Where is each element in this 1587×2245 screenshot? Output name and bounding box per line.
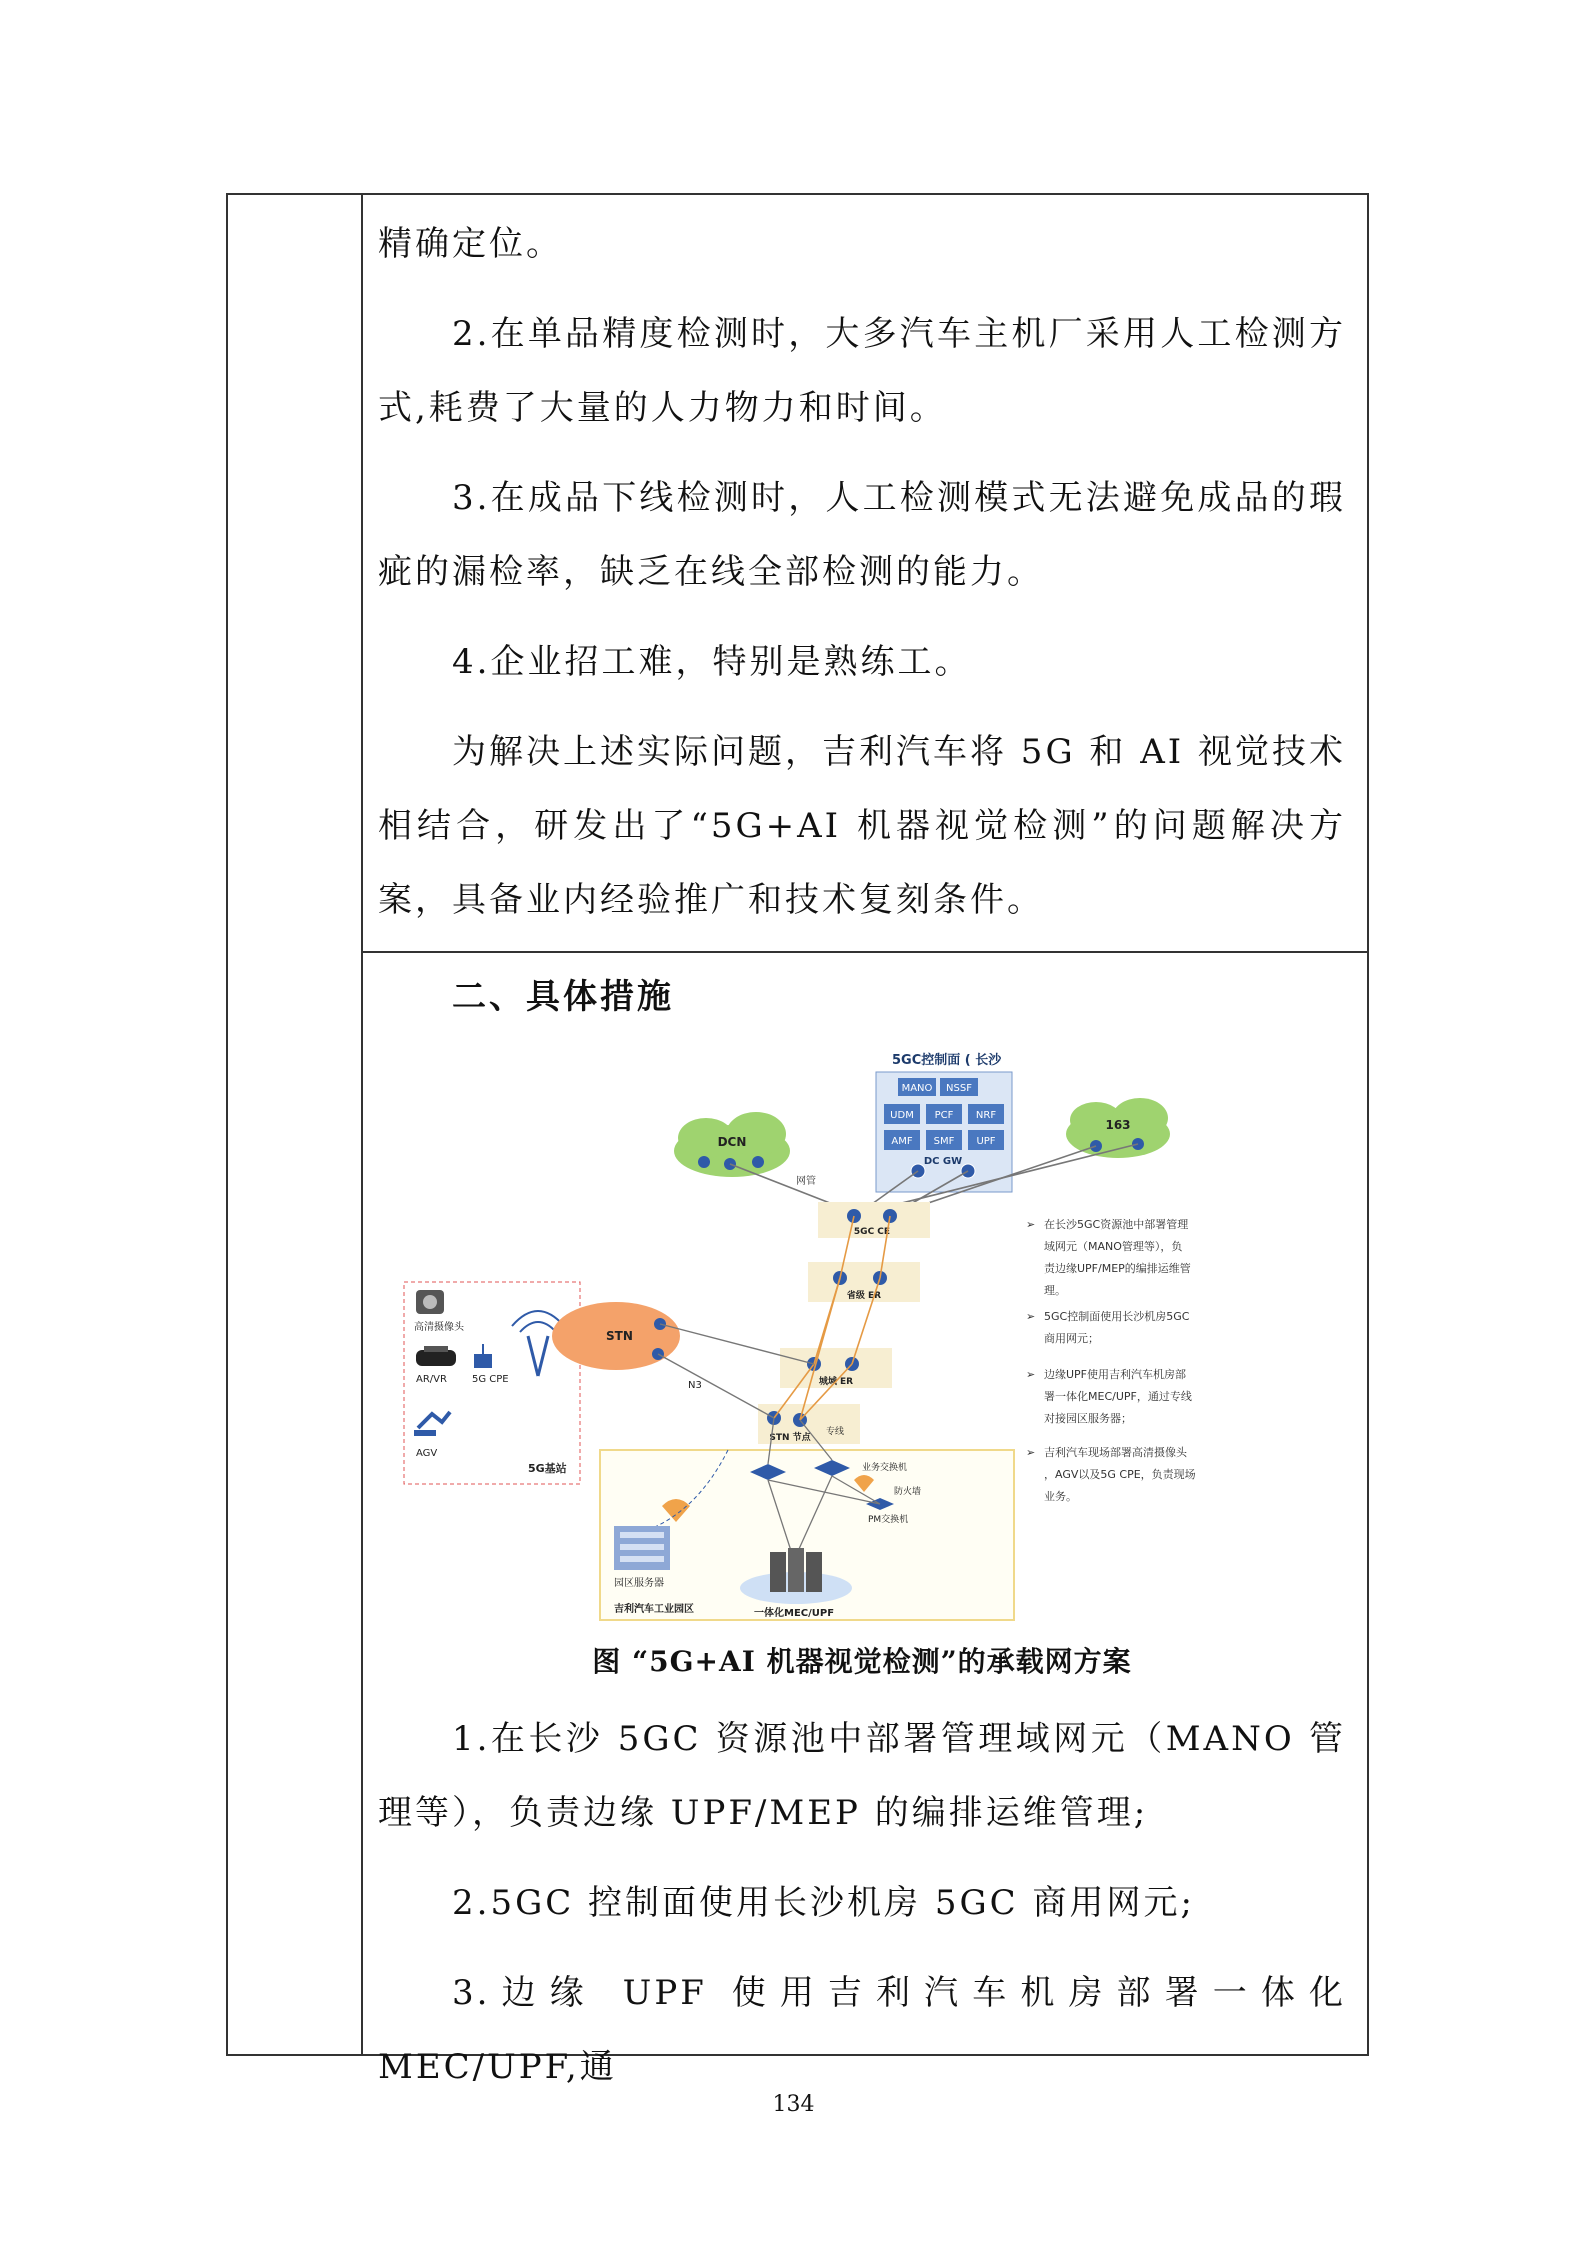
nf-label: MANO (901, 1083, 933, 1094)
paragraph: 3.在成品下线检测时，人工检测模式无法避免成品的瑕疵的漏检率，缺乏在线全部检测的能力。 (378, 478, 1346, 592)
dc-gw-label: DC GW (923, 1156, 963, 1167)
tier-label: 5GC CE (853, 1227, 891, 1237)
nf-label: UPF (976, 1136, 996, 1147)
lower-cell (378, 960, 1346, 2104)
dcn-cloud (674, 1112, 790, 1177)
router-province-er (808, 1262, 920, 1302)
nf-label: SMF (933, 1136, 955, 1147)
note-line: 边缘UPF使用吉利汽车机房部 (1044, 1368, 1187, 1381)
net-mgmt-label: 网管 (796, 1176, 816, 1187)
paragraph: 2.5GC 控制面使用长沙机房 5GC 商用网元; (452, 1883, 1195, 1923)
paragraph: 2.在单品精度检测时，大多汽车主机厂采用人工检测方式,耗费了大量的人力物力和时间。 (378, 314, 1346, 428)
nf-label: AMF (891, 1136, 913, 1147)
camera-label: 高清摄像头 (414, 1322, 464, 1333)
camera-icon (416, 1290, 444, 1314)
cpe-label: 5G CPE (472, 1374, 509, 1385)
row-divider (363, 951, 1367, 953)
tier-label: 城域 ER (818, 1377, 854, 1387)
note-line: 5GC控制面使用长沙机房5GC (1044, 1310, 1190, 1323)
stn-label: STN (606, 1329, 633, 1343)
dcn-label: DCN (717, 1135, 747, 1149)
pm-switch-label: PM交换机 (868, 1515, 909, 1525)
upper-cell (378, 207, 1346, 937)
content-table (226, 193, 1369, 2087)
note-line: ，AGV以及5G CPE，负责现场 (1044, 1468, 1196, 1481)
vr-headset-icon (416, 1346, 456, 1366)
nf-label: UDM (890, 1110, 914, 1121)
diagram-notes (1026, 1217, 1196, 1503)
dedicated-line-label: 专线 (826, 1427, 845, 1437)
note-bullet: ➢ (1026, 1310, 1036, 1323)
control-plane-title: 5GC控制面 ( 长沙 (892, 1053, 1002, 1068)
stn-ring (552, 1302, 680, 1370)
note-bullet: ➢ (1026, 1218, 1036, 1231)
section-title: 二、具体措施 (452, 977, 674, 1017)
paragraph: 4.企业招工难，特别是熟练工。 (452, 642, 972, 682)
n3-label: N3 (688, 1380, 702, 1391)
transport-links (774, 1216, 890, 1420)
server-icon (614, 1526, 670, 1570)
note-bullet: ➢ (1026, 1368, 1036, 1381)
note-bullet: ➢ (1026, 1446, 1036, 1459)
arvr-label: AR/VR (416, 1374, 447, 1385)
router-5gc-ce (818, 1202, 930, 1238)
note-line: 业务。 (1044, 1490, 1077, 1503)
figure-caption: 图 “5G+AI 机器视觉检测”的承载网方案 (592, 1645, 1132, 1678)
net163-label: 163 (1105, 1118, 1131, 1132)
firewall-label: 防火墙 (894, 1487, 922, 1497)
note-line: 吉利汽车现场部署高清摄像头 (1044, 1446, 1187, 1459)
note-line: 署一体化MEC/UPF，通过专线 (1044, 1390, 1192, 1403)
tier-label: 省级 ER (846, 1291, 882, 1301)
page-number: 134 (772, 2092, 815, 2117)
left-column (228, 195, 363, 2054)
agv-icon (414, 1412, 450, 1436)
note-line: 在长沙5GC资源池中部署管理 (1044, 1218, 1189, 1231)
control-plane-box (876, 1052, 1012, 1192)
business-switch-label: 业务交换机 (862, 1463, 908, 1473)
nf-label: NRF (975, 1110, 997, 1121)
paragraph: 3.边缘 UPF 使用吉利汽车机房部署一体化 MEC/UPF,通 (378, 1973, 1346, 2087)
agv-label: AGV (416, 1448, 438, 1459)
tier-label: STN 节点 (769, 1433, 811, 1443)
base-station-label: 5G基站 (528, 1462, 567, 1475)
note-line: 域网元（MANO管理等），负 (1044, 1240, 1183, 1253)
note-line: 对接园区服务器； (1044, 1412, 1132, 1425)
network-diagram (378, 1036, 1346, 1626)
paragraph: 精确定位。 (378, 224, 563, 264)
cpe-icon (474, 1344, 492, 1368)
paragraph: 1.在长沙 5GC 资源池中部署管理域网元（MANO 管理等），负责边缘 UPF/MEP 的编排运维管理; (378, 1719, 1346, 1833)
nf-label: NSSF (946, 1083, 972, 1094)
note-line: 责边缘UPF/MEP的编排运维管 (1044, 1262, 1191, 1275)
note-line: 理。 (1044, 1284, 1066, 1297)
paragraph: 为解决上述实际问题，吉利汽车将 5G 和 AI 视觉技术相结合，研发出了“5G+AI 机器视觉检测”的问题解决方案，具备业内经验推广和技术复刻条件。 (378, 732, 1347, 920)
mec-upf-label: 一体化MEC/UPF (754, 1608, 835, 1619)
nf-label: PCF (934, 1110, 954, 1121)
geely-park-label: 吉利汽车工业园区 (614, 1604, 694, 1615)
note-line: 商用网元； (1044, 1332, 1099, 1345)
park-server-label: 园区服务器 (614, 1578, 664, 1589)
